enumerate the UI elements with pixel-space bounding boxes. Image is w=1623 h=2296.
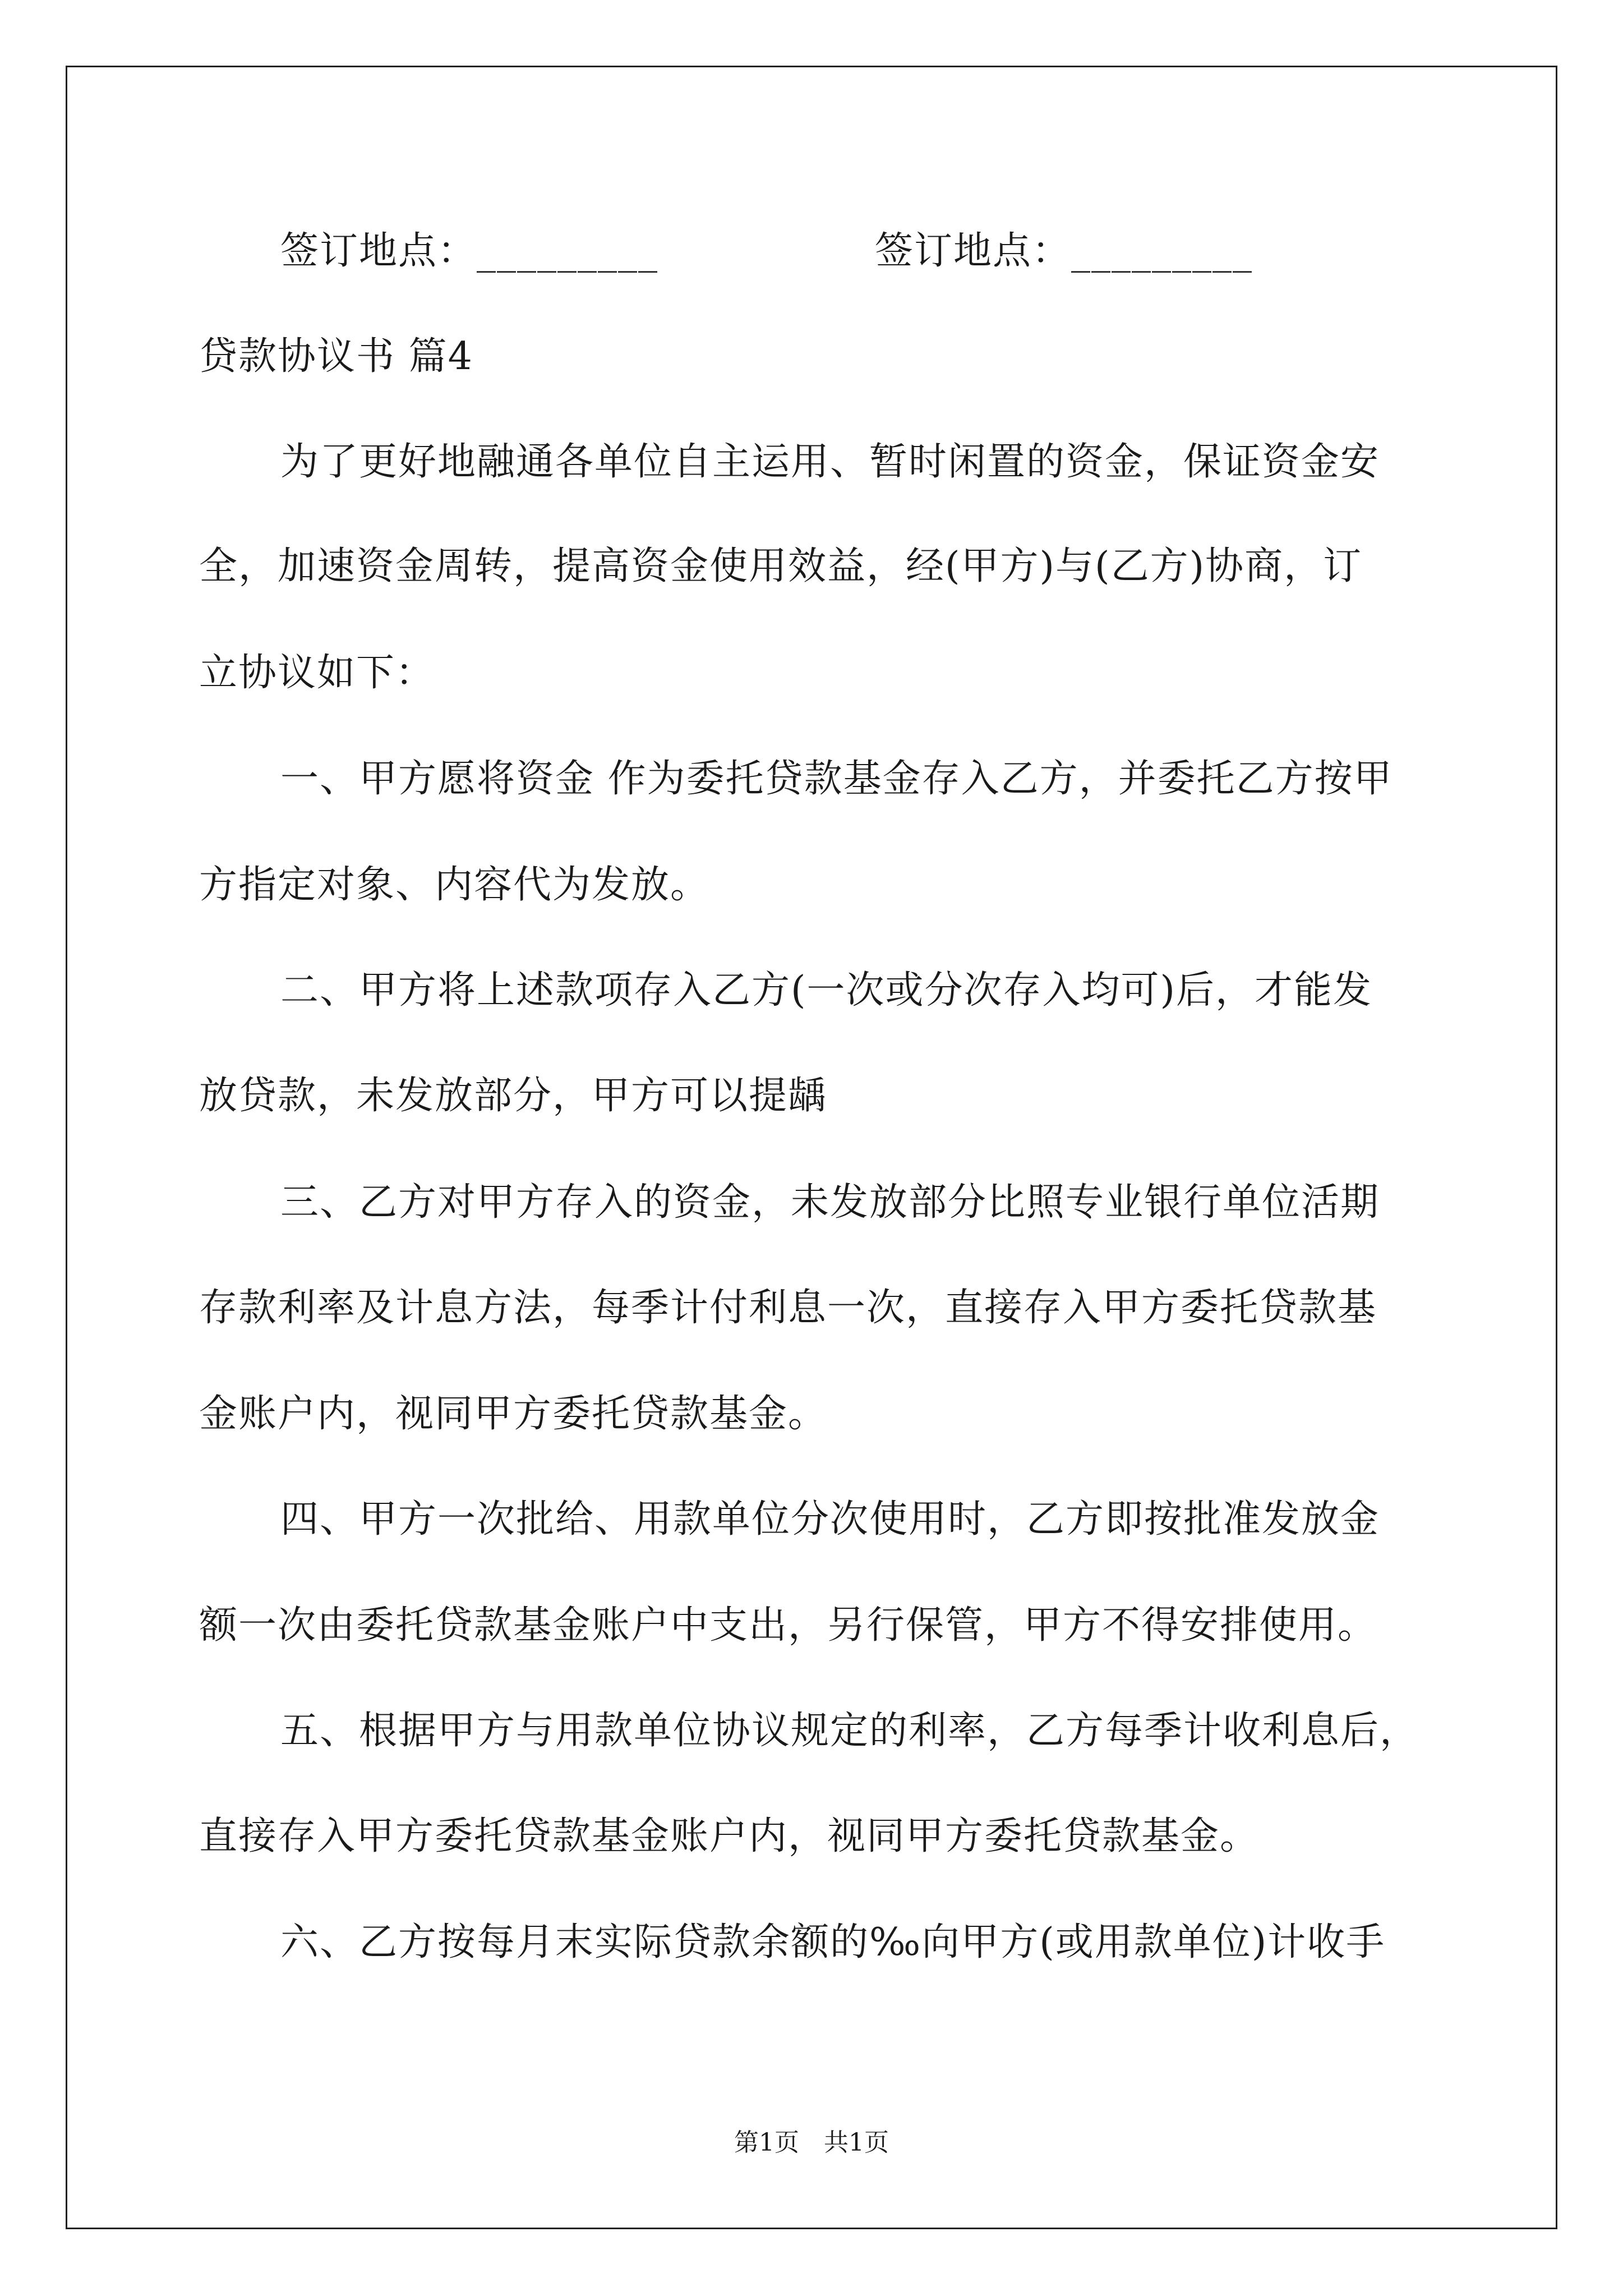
- paragraph-line: 四、甲方一次批给、用款单位分次使用时，乙方即按批准发放金: [280, 1497, 1380, 1542]
- page-number-footer: 第1页 共1页: [734, 2128, 889, 2157]
- paragraph-line: 全，加速资金周转，提高资金使用效益，经(甲方)与(乙方)协商，订: [199, 544, 1363, 588]
- paragraph-line: 五、根据甲方与用款单位协议规定的利率，乙方每季计收利息后，: [280, 1709, 1419, 1753]
- paragraph-line: 方指定对象、内容代为发放。: [199, 863, 710, 907]
- signature-location-right: 签订地点：_________: [875, 229, 1253, 273]
- paragraph-line: 三、乙方对甲方存入的资金，未发放部分比照专业银行单位活期: [280, 1180, 1380, 1225]
- signature-location-left: 签订地点：_________: [280, 229, 659, 273]
- paragraph-line: 一、甲方愿将资金 作为委托贷款基金存入乙方，并委托乙方按甲: [280, 757, 1393, 801]
- paragraph-line: 为了更好地融通各单位自主运用、暂时闲置的资金，保证资金安: [280, 440, 1380, 484]
- paragraph-line: 立协议如下：: [199, 651, 435, 695]
- page-border: [66, 66, 1557, 2229]
- paragraph-line: 直接存入甲方委托贷款基金账户内，视同甲方委托贷款基金。: [199, 1814, 1260, 1858]
- paragraph-line: 额一次由委托贷款基金账户中支出，另行保管，甲方不得安排使用。: [199, 1603, 1377, 1648]
- paragraph-line: 六、乙方按每月末实际贷款余额的‰向甲方(或用款单位)计收手: [280, 1920, 1386, 1964]
- paragraph-line: 放贷款，未发放部分，甲方可以提龋: [199, 1074, 828, 1118]
- paragraph-line: 二、甲方将上述款项存入乙方(一次或分次存入均可)后，才能发: [280, 968, 1373, 1013]
- paragraph-line: 存款利率及计息方法，每季计付利息一次，直接存入甲方委托贷款基: [199, 1286, 1377, 1330]
- paragraph-line: 金账户内，视同甲方委托贷款基金。: [199, 1392, 828, 1436]
- section-title: 贷款协议书 篇4: [199, 334, 473, 379]
